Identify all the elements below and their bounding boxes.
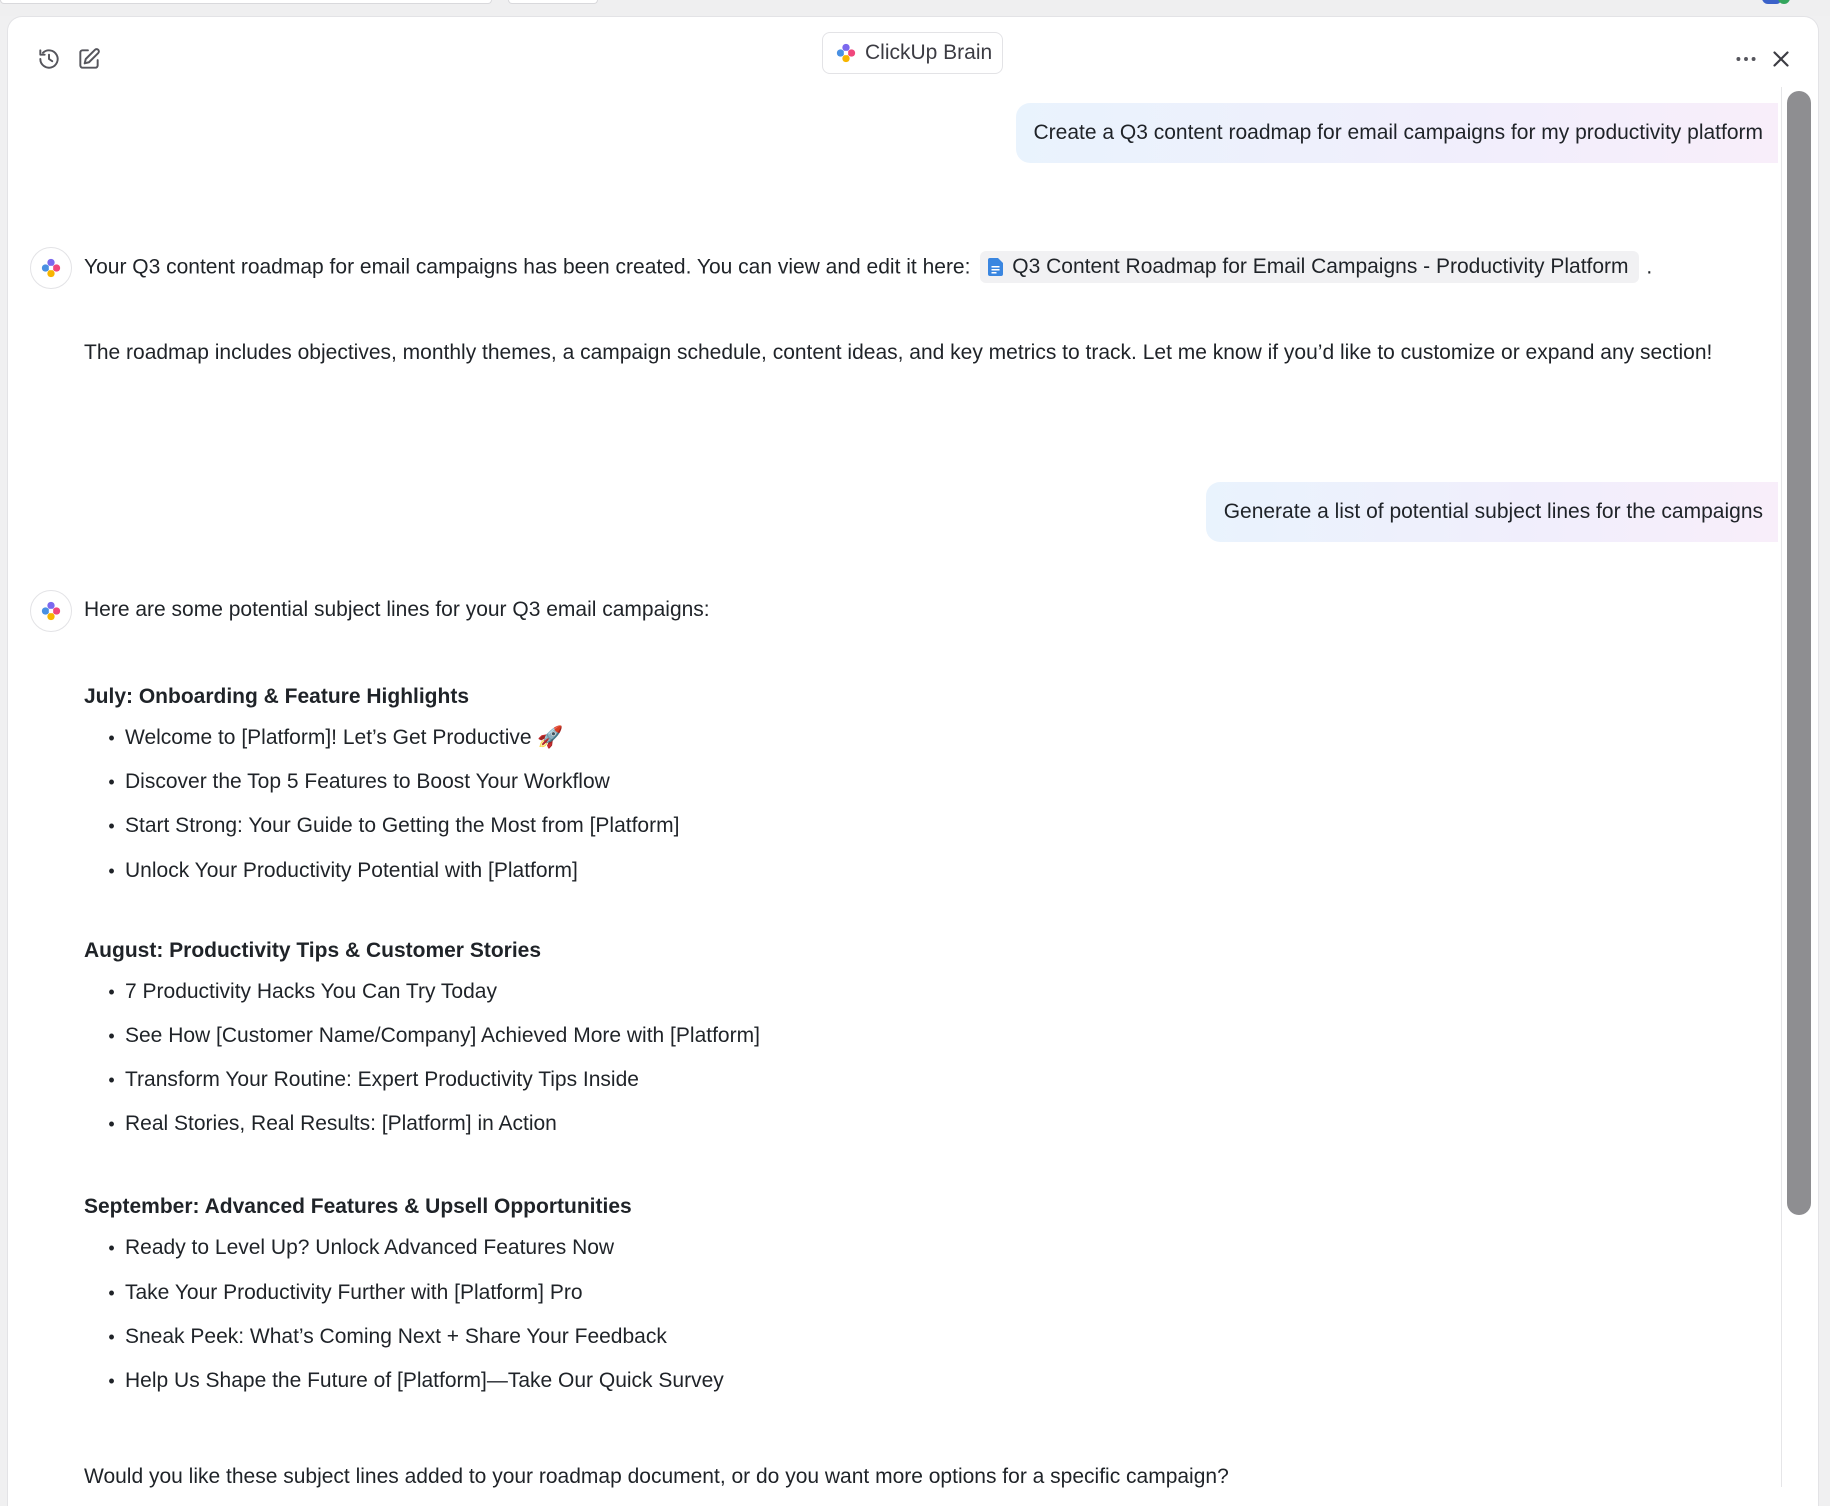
scrollbar-track[interactable] — [1781, 87, 1782, 1487]
ai-message-intro — [84, 252, 1652, 284]
list-item: • Transform Your Routine: Expert Productivity Tips Inside — [108, 1068, 639, 1091]
list-item: • Unlock Your Productivity Potential with [Platform] — [108, 859, 578, 882]
doc-link-chip[interactable] — [980, 251, 1638, 283]
ai-message-intro: Here are some potential subject lines for your Q3 email campaigns: — [84, 598, 710, 621]
ai-message-closing: Would you like these subject lines added to your roadmap document, or do you want more options for a specific campaign? — [84, 1465, 1229, 1488]
list-item: • 7 Productivity Hacks You Can Try Today — [108, 980, 497, 1003]
list-item: • Welcome to [Platform]! Let’s Get Productive 🚀 — [108, 726, 564, 749]
user-message-text: Create a Q3 content roadmap for email campaigns for my productivity platform — [1033, 121, 1763, 144]
browser-tab[interactable] — [0, 0, 492, 4]
browser-top-strip — [0, 0, 1830, 16]
brain-logo-icon — [40, 600, 62, 622]
scrollbar-thumb[interactable] — [1787, 91, 1811, 1215]
brain-logo-icon — [40, 257, 62, 279]
chat-transcript[interactable] — [8, 17, 1778, 1506]
list-item: • Sneak Peek: What’s Coming Next + Share Your Feedback — [108, 1325, 667, 1348]
section-heading: July: Onboarding & Feature Highlights — [84, 685, 470, 708]
ai-message-text: Your Q3 content roadmap for email campaigns has been created. You can view and edit it here: — [84, 255, 971, 279]
user-message — [1016, 103, 1778, 163]
browser-tab[interactable] — [508, 0, 598, 4]
brain-chat-panel — [8, 17, 1818, 1506]
brand-label: ClickUp Brain — [865, 41, 993, 64]
section-heading: September: Advanced Features & Upsell Opportunities — [84, 1195, 632, 1218]
list-item: • Discover the Top 5 Features to Boost Your Workflow — [108, 770, 610, 793]
avatar[interactable] — [1778, 0, 1790, 4]
list-item: • Ready to Level Up? Unlock Advanced Features Now — [108, 1236, 615, 1259]
ai-avatar — [30, 247, 72, 289]
list-item: • See How [Customer Name/Company] Achieved More with [Platform] — [108, 1024, 760, 1047]
ai-message-body: The roadmap includes objectives, monthly themes, a campaign schedule, content ideas, and key metrics to track. Let me know if you’d like to customize or expand any section! — [84, 341, 1713, 364]
document-icon — [988, 258, 1004, 276]
ai-avatar — [30, 590, 72, 632]
list-item: • Real Stories, Real Results: [Platform] in Action — [108, 1112, 557, 1135]
section-heading: August: Productivity Tips & Customer Stories — [84, 939, 542, 962]
user-message — [1206, 482, 1778, 542]
trailing-period: . — [1646, 255, 1653, 279]
doc-link-label: Q3 Content Roadmap for Email Campaigns - Productivity Platform — [1012, 255, 1629, 278]
list-item: • Help Us Shape the Future of [Platform]—Take Our Quick Survey — [108, 1369, 724, 1392]
list-item: • Start Strong: Your Guide to Getting the Most from [Platform] — [108, 814, 680, 837]
list-item: • Take Your Productivity Further with [Platform] Pro — [108, 1281, 583, 1304]
user-message-text: Generate a list of potential subject lines for the campaigns — [1223, 500, 1763, 523]
